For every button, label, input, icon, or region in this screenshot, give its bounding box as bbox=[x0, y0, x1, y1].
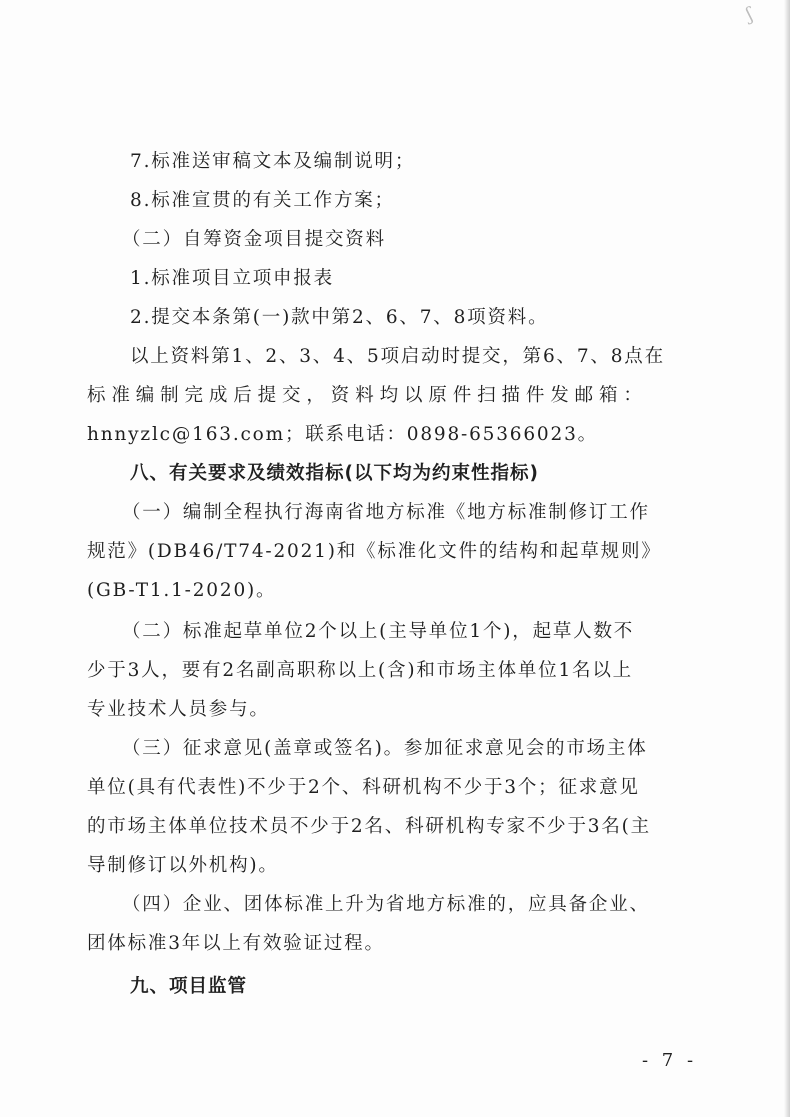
paragraph-line: 以上资料第1、2、3、4、5项启动时提交，第6、7、8点在 bbox=[130, 346, 665, 367]
paragraph-line-contact: hnnyzlc@163.com；联系电话：0898-65366023。 bbox=[87, 424, 598, 445]
paragraph-line: 单位(具有代表性)不少于2个、科研机构不少于3个；征求意见 bbox=[87, 777, 640, 798]
paragraph-line: （三）征求意见(盖章或签名)。参加征求意见会的市场主体 bbox=[122, 738, 648, 759]
section-heading-8: 八、有关要求及绩效指标(以下均为约束性指标) bbox=[130, 463, 539, 484]
corner-scan-mark: ʃ bbox=[743, 3, 756, 26]
paragraph-line: （二）标准起草单位2个以上(主导单位1个)，起草人数不 bbox=[122, 621, 635, 642]
paragraph-line: （一）编制全程执行海南省地方标准《地方标准制修订工作 bbox=[122, 502, 650, 523]
paragraph-line: 标 准 编 制 完 成 后 提 交 ， 资 料 均 以 原 件 扫 描 件 发 邮 箱 ： bbox=[87, 385, 642, 406]
list-item-7: 7.标准送审稿文本及编制说明； bbox=[130, 151, 416, 172]
list-item-8: 8.标准宣贯的有关工作方案； bbox=[130, 190, 395, 211]
section-heading-9: 九、项目监管 bbox=[130, 976, 248, 997]
subsection-title-2: （二）自筹资金项目提交资料 bbox=[122, 229, 386, 250]
page-number: - 7 - bbox=[642, 1050, 698, 1071]
paragraph-line: 规范》(DB46/T74-2021)和《标准化文件的结构和起草规则》 bbox=[87, 541, 662, 562]
paragraph-line: （四）企业、团体标准上升为省地方标准的，应具备企业、 bbox=[122, 894, 650, 915]
list-item-2: 2.提交本条第(一)款中第2、6、7、8项资料。 bbox=[130, 307, 549, 328]
paragraph-line: 专业技术人员参与。 bbox=[87, 699, 270, 720]
paragraph-line: 团体标准3年以上有效验证过程。 bbox=[87, 933, 385, 954]
paragraph-line: (GB-T1.1-2020)。 bbox=[87, 580, 277, 601]
paragraph-line: 导制修订以外机构)。 bbox=[87, 855, 279, 876]
paragraph-line: 少于3人，要有2名副高职称以上(含)和市场主体单位1名以上 bbox=[87, 660, 633, 681]
paragraph-line: 的市场主体单位技术员不少于2名、科研机构专家不少于3名(主 bbox=[87, 816, 651, 837]
list-item-1: 1.标准项目立项申报表 bbox=[130, 268, 334, 289]
